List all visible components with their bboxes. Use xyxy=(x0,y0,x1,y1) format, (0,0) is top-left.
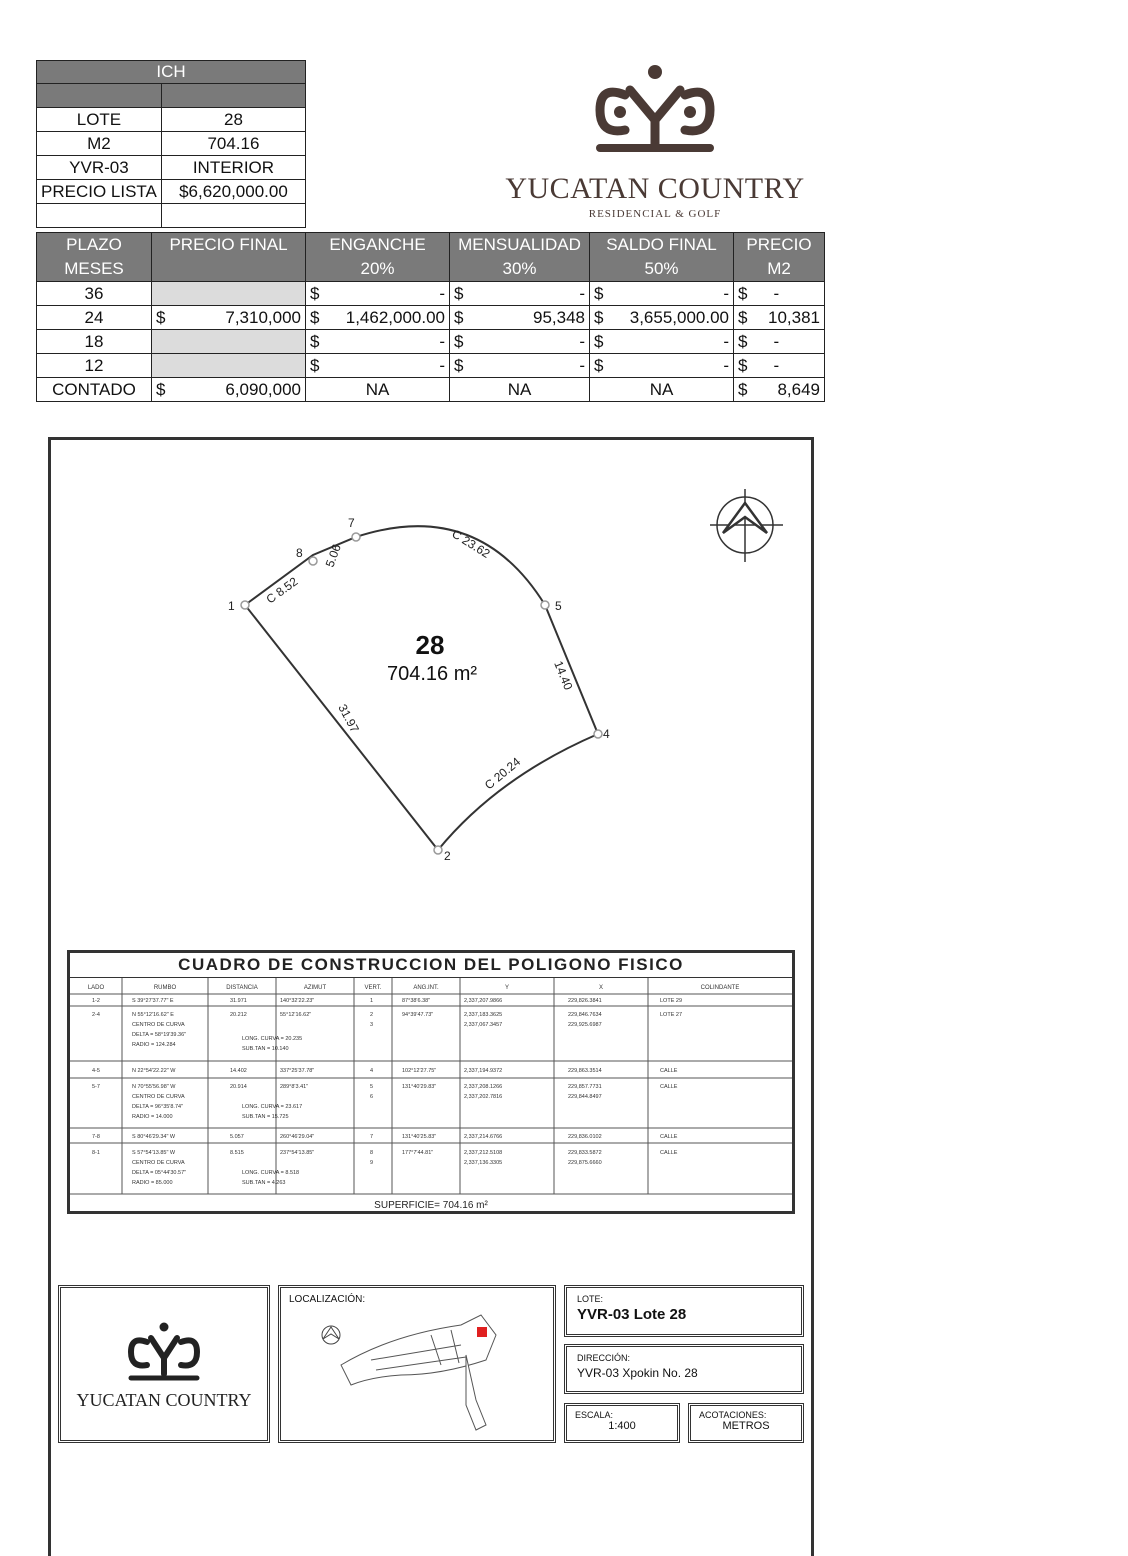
svg-text:LONG. CURVA = 23.617: LONG. CURVA = 23.617 xyxy=(242,1104,303,1110)
svg-text:131°40'29.83": 131°40'29.83" xyxy=(402,1084,437,1090)
svg-text:229,836.0102: 229,836.0102 xyxy=(568,1134,602,1140)
lot-number: 28 xyxy=(415,630,445,660)
type-label: YVR-03 xyxy=(37,156,162,180)
lot-area: 704.16 m² xyxy=(386,663,478,685)
svg-text:9: 9 xyxy=(370,1160,374,1166)
svg-text:RADIO = 124.284: RADIO = 124.284 xyxy=(132,1042,176,1048)
pricing-row xyxy=(37,306,825,330)
list-price-value: $6,620,000.00 xyxy=(161,180,305,204)
svg-text:2,337,208.1266: 2,337,208.1266 xyxy=(464,1084,503,1090)
footer-logo-box xyxy=(58,1285,270,1443)
svg-text:237°54'13.85": 237°54'13.85" xyxy=(280,1150,315,1156)
edge-label: C 23.62 xyxy=(449,526,493,561)
location-map xyxy=(281,1305,553,1435)
svg-text:5: 5 xyxy=(370,1084,374,1090)
lot-value: 28 xyxy=(161,108,305,132)
m2-price-cell: $ - xyxy=(734,354,825,378)
svg-text:2-4: 2-4 xyxy=(92,1012,100,1018)
svg-text:RADIO = 14.000: RADIO = 14.000 xyxy=(132,1114,173,1120)
construction-table xyxy=(67,950,795,1214)
svg-text:229,826.3841: 229,826.3841 xyxy=(568,998,602,1004)
svg-text:229,925.6987: 229,925.6987 xyxy=(568,1022,602,1028)
enganche-cell: $ - xyxy=(306,330,450,354)
plazo-cell: 24 xyxy=(37,306,152,330)
m2-row xyxy=(37,132,306,156)
svg-text:DELTA = 96°35'8.74": DELTA = 96°35'8.74" xyxy=(132,1104,184,1110)
compass-icon xyxy=(322,1326,340,1344)
col-header: X xyxy=(598,985,604,991)
svg-text:LONG. CURVA = 20.235: LONG. CURVA = 20.235 xyxy=(242,1036,303,1042)
svg-text:LOTE 29: LOTE 29 xyxy=(660,998,683,1004)
svg-text:CALLE: CALLE xyxy=(660,1150,678,1156)
pricing-header-row xyxy=(37,233,825,282)
svg-text:CALLE: CALLE xyxy=(660,1084,678,1090)
blank-cell xyxy=(37,204,162,228)
type-value: INTERIOR xyxy=(161,156,305,180)
svg-text:N 22°54'22.22" W: N 22°54'22.22" W xyxy=(132,1068,176,1074)
mensualidad-cell: $ - xyxy=(450,282,590,306)
saldo-cell: $ - xyxy=(590,330,734,354)
brand-emblem-icon xyxy=(500,60,810,165)
m2-price-cell: $ 8,649 xyxy=(734,378,825,402)
acotaciones-value: METROS xyxy=(722,1420,770,1432)
svg-text:20.212: 20.212 xyxy=(230,1012,247,1018)
svg-text:S 39°27'37.77" E: S 39°27'37.77" E xyxy=(132,998,174,1004)
svg-text:8.515: 8.515 xyxy=(230,1150,244,1156)
m2-price-cell: $ - xyxy=(734,330,825,354)
location-label: LOCALIZACIÓN: xyxy=(289,1294,366,1305)
vertex-label: 7 xyxy=(348,516,355,530)
pricing-table xyxy=(36,232,825,402)
enganche-na: NA xyxy=(306,378,450,402)
svg-text:337°25'37.78": 337°25'37.78" xyxy=(280,1068,315,1074)
svg-text:2,337,207.9866: 2,337,207.9866 xyxy=(464,998,503,1004)
svg-text:94°39'47.73": 94°39'47.73" xyxy=(402,1012,434,1018)
direccion-label: DIRECCIÓN: xyxy=(577,1353,631,1363)
svg-text:4: 4 xyxy=(370,1068,374,1074)
svg-text:N 55°12'16.62" E: N 55°12'16.62" E xyxy=(132,1012,174,1018)
svg-text:229,863.3514: 229,863.3514 xyxy=(568,1068,602,1074)
edge-label: C 20.24 xyxy=(481,754,524,793)
m2-value: 704.16 xyxy=(161,132,305,156)
list-price-label: PRECIO LISTA xyxy=(37,180,162,204)
mensualidad-na: NA xyxy=(450,378,590,402)
list-price-row xyxy=(37,180,306,204)
svg-text:7: 7 xyxy=(370,1134,374,1140)
superficie: SUPERFICIE= 704.16 m² xyxy=(374,1200,488,1211)
precio-final-cell: $ 6,090,000 xyxy=(152,378,306,402)
col-header: DISTANCIA xyxy=(226,985,258,991)
svg-text:2,337,136.3305: 2,337,136.3305 xyxy=(464,1160,503,1166)
lot-boundary xyxy=(245,526,598,850)
svg-text:2,337,202.7816: 2,337,202.7816 xyxy=(464,1094,503,1100)
lote-value: YVR-03 Lote 28 xyxy=(577,1306,687,1323)
svg-text:8: 8 xyxy=(370,1150,374,1156)
edge-label: 14.40 xyxy=(551,658,576,692)
svg-text:55°12'16.62": 55°12'16.62" xyxy=(280,1012,312,1018)
col-header: RUMBO xyxy=(153,985,177,991)
svg-text:DELTA = 05°44'30.57": DELTA = 05°44'30.57" xyxy=(132,1170,187,1176)
pricing-contado-row xyxy=(37,378,825,402)
lot-info-table xyxy=(36,60,306,228)
brand-tagline: RESIDENCIAL & GOLF xyxy=(588,208,722,220)
svg-text:6: 6 xyxy=(370,1094,374,1100)
edge-label: C 8.52 xyxy=(263,574,301,607)
m2-price-cell: $ - xyxy=(734,282,825,306)
svg-text:LOTE 27: LOTE 27 xyxy=(660,1012,683,1018)
construction-title: CUADRO DE CONSTRUCCION DEL POLIGONO FISICO xyxy=(70,953,792,978)
saldo-cell: $ - xyxy=(590,354,734,378)
lote-label: LOTE: xyxy=(577,1294,604,1304)
brand-emblem-icon xyxy=(61,1318,267,1388)
svg-text:229,857.7731: 229,857.7731 xyxy=(568,1084,602,1090)
svg-text:260°46'29.04": 260°46'29.04" xyxy=(280,1134,315,1140)
plazo-cell: 12 xyxy=(37,354,152,378)
header-precio-final: PRECIO FINAL xyxy=(152,233,306,282)
header-saldo-final: SALDO FINAL 50% xyxy=(590,233,734,282)
col-header: AZIMUT xyxy=(303,985,327,991)
svg-text:2,337,212.5108: 2,337,212.5108 xyxy=(464,1150,503,1156)
svg-text:CENTRO DE CURVA: CENTRO DE CURVA xyxy=(132,1094,185,1100)
col-header: COLINDANTE xyxy=(700,985,740,991)
svg-text:289°8'3.41": 289°8'3.41" xyxy=(280,1084,309,1090)
svg-text:SUB.TAN = 15.725: SUB.TAN = 15.725 xyxy=(242,1114,289,1120)
acotaciones-label: ACOTACIONES: xyxy=(699,1410,767,1420)
mensualidad-cell: $ - xyxy=(450,354,590,378)
svg-text:229,844.8497: 229,844.8497 xyxy=(568,1094,602,1100)
precio-final-cell: $ 7,310,000 xyxy=(152,306,306,330)
type-row xyxy=(37,156,306,180)
svg-text:2,337,194.9372: 2,337,194.9372 xyxy=(464,1068,503,1074)
vertex-label: 2 xyxy=(444,849,451,863)
svg-text:177°7'44.81": 177°7'44.81" xyxy=(402,1150,434,1156)
svg-text:229,846.7634: 229,846.7634 xyxy=(568,1012,602,1018)
footer-brand-name: YUCATAN COUNTRY xyxy=(76,1390,252,1410)
escala-label: ESCALA: xyxy=(575,1410,614,1420)
location-box xyxy=(278,1285,556,1443)
vertex-label: 1 xyxy=(228,599,235,613)
svg-text:8-1: 8-1 xyxy=(92,1150,100,1156)
edge-label: 31.97 xyxy=(335,701,362,735)
svg-text:1-2: 1-2 xyxy=(92,998,100,1004)
saldo-cell: $ - xyxy=(590,282,734,306)
edge-label: 5.06 xyxy=(322,542,344,570)
vertex-label: 5 xyxy=(555,599,562,613)
svg-text:2: 2 xyxy=(370,1012,374,1018)
svg-text:20.914: 20.914 xyxy=(230,1084,247,1090)
escala-value: 1:400 xyxy=(608,1420,636,1432)
lot-info-title: ICH xyxy=(37,61,306,84)
svg-text:87°38'6.38": 87°38'6.38" xyxy=(402,998,431,1004)
plazo-cell: 18 xyxy=(37,330,152,354)
svg-text:RADIO = 85.000: RADIO = 85.000 xyxy=(132,1180,173,1186)
direccion-box xyxy=(564,1344,804,1394)
m2-label: M2 xyxy=(37,132,162,156)
svg-text:DELTA = 58°19'39.36": DELTA = 58°19'39.36" xyxy=(132,1032,187,1038)
svg-text:SUB.TAN = 4.263: SUB.TAN = 4.263 xyxy=(242,1180,286,1186)
header-precio-m2: PRECIO M2 xyxy=(734,233,825,282)
lote-box xyxy=(564,1285,804,1337)
svg-text:CENTRO DE CURVA: CENTRO DE CURVA xyxy=(132,1160,185,1166)
svg-text:14.402: 14.402 xyxy=(230,1068,247,1074)
svg-text:229,875.6660: 229,875.6660 xyxy=(568,1160,602,1166)
escala-box xyxy=(564,1403,680,1443)
m2-price-cell: $ 10,381 xyxy=(734,306,825,330)
svg-text:131°40'25.83": 131°40'25.83" xyxy=(402,1134,437,1140)
header-enganche: ENGANCHE 20% xyxy=(306,233,450,282)
svg-text:229,833.5872: 229,833.5872 xyxy=(568,1150,602,1156)
svg-text:SUB.TAN = 10.140: SUB.TAN = 10.140 xyxy=(242,1046,289,1052)
precio-final-cell xyxy=(152,354,306,378)
svg-text:102°12'27.75": 102°12'27.75" xyxy=(402,1068,437,1074)
col-header: ANG.INT. xyxy=(413,985,439,991)
brand-name: YUCATAN COUNTRY xyxy=(505,172,805,205)
svg-text:1: 1 xyxy=(370,998,374,1004)
header-blank xyxy=(161,84,305,108)
precio-final-cell xyxy=(152,330,306,354)
mensualidad-cell: $ - xyxy=(450,330,590,354)
svg-text:5.057: 5.057 xyxy=(230,1134,244,1140)
col-header: LADO xyxy=(87,985,105,991)
brand-logo xyxy=(500,60,810,220)
precio-final-cell xyxy=(152,282,306,306)
svg-text:140°32'22.23": 140°32'22.23" xyxy=(280,998,315,1004)
svg-text:LONG. CURVA = 8.518: LONG. CURVA = 8.518 xyxy=(242,1170,300,1176)
lot-row xyxy=(37,108,306,132)
svg-text:S 80°46'29.34" W: S 80°46'29.34" W xyxy=(132,1134,176,1140)
plazo-cell: 36 xyxy=(37,282,152,306)
north-arrow-icon xyxy=(710,489,783,562)
svg-text:N 70°55'56.98" W: N 70°55'56.98" W xyxy=(132,1084,176,1090)
vertex-label: 8 xyxy=(296,546,303,560)
svg-text:CALLE: CALLE xyxy=(660,1134,678,1140)
enganche-cell: $ - xyxy=(306,354,450,378)
svg-text:CALLE: CALLE xyxy=(660,1068,678,1074)
svg-text:2,337,214.6766: 2,337,214.6766 xyxy=(464,1134,503,1140)
acotaciones-box xyxy=(688,1403,804,1443)
direccion-value: YVR-03 Xpokin No. 28 xyxy=(577,1366,698,1380)
svg-text:3: 3 xyxy=(370,1022,374,1028)
svg-text:7-8: 7-8 xyxy=(92,1134,100,1140)
col-header: Y xyxy=(504,985,510,991)
contado-label: CONTADO xyxy=(37,378,152,402)
svg-text:2,337,067.3457: 2,337,067.3457 xyxy=(464,1022,503,1028)
construction-grid xyxy=(70,978,792,1214)
mensualidad-cell: $ 95,348 xyxy=(450,306,590,330)
col-header: VERT. xyxy=(364,985,382,991)
enganche-cell: $ 1,462,000.00 xyxy=(306,306,450,330)
header-mensualidad: MENSUALIDAD 30% xyxy=(450,233,590,282)
svg-text:5-7: 5-7 xyxy=(92,1084,100,1090)
enganche-cell: $ - xyxy=(306,282,450,306)
blank-cell xyxy=(161,204,305,228)
header-plazo: PLAZO MESES xyxy=(37,233,152,282)
header-blank xyxy=(37,84,162,108)
pricing-row xyxy=(37,282,825,306)
vertex-label: 4 xyxy=(603,727,610,741)
svg-text:2,337,183.3625: 2,337,183.3625 xyxy=(464,1012,503,1018)
svg-text:CENTRO DE CURVA: CENTRO DE CURVA xyxy=(132,1022,185,1028)
lot-polygon-drawing xyxy=(48,437,814,937)
lot-label: LOTE xyxy=(37,108,162,132)
svg-text:31.971: 31.971 xyxy=(230,998,247,1004)
svg-text:S 57°54'13.85" W: S 57°54'13.85" W xyxy=(132,1150,176,1156)
pricing-row xyxy=(37,354,825,378)
saldo-na: NA xyxy=(590,378,734,402)
svg-text:4-5: 4-5 xyxy=(92,1068,100,1074)
pricing-row xyxy=(37,330,825,354)
saldo-cell: $ 3,655,000.00 xyxy=(590,306,734,330)
